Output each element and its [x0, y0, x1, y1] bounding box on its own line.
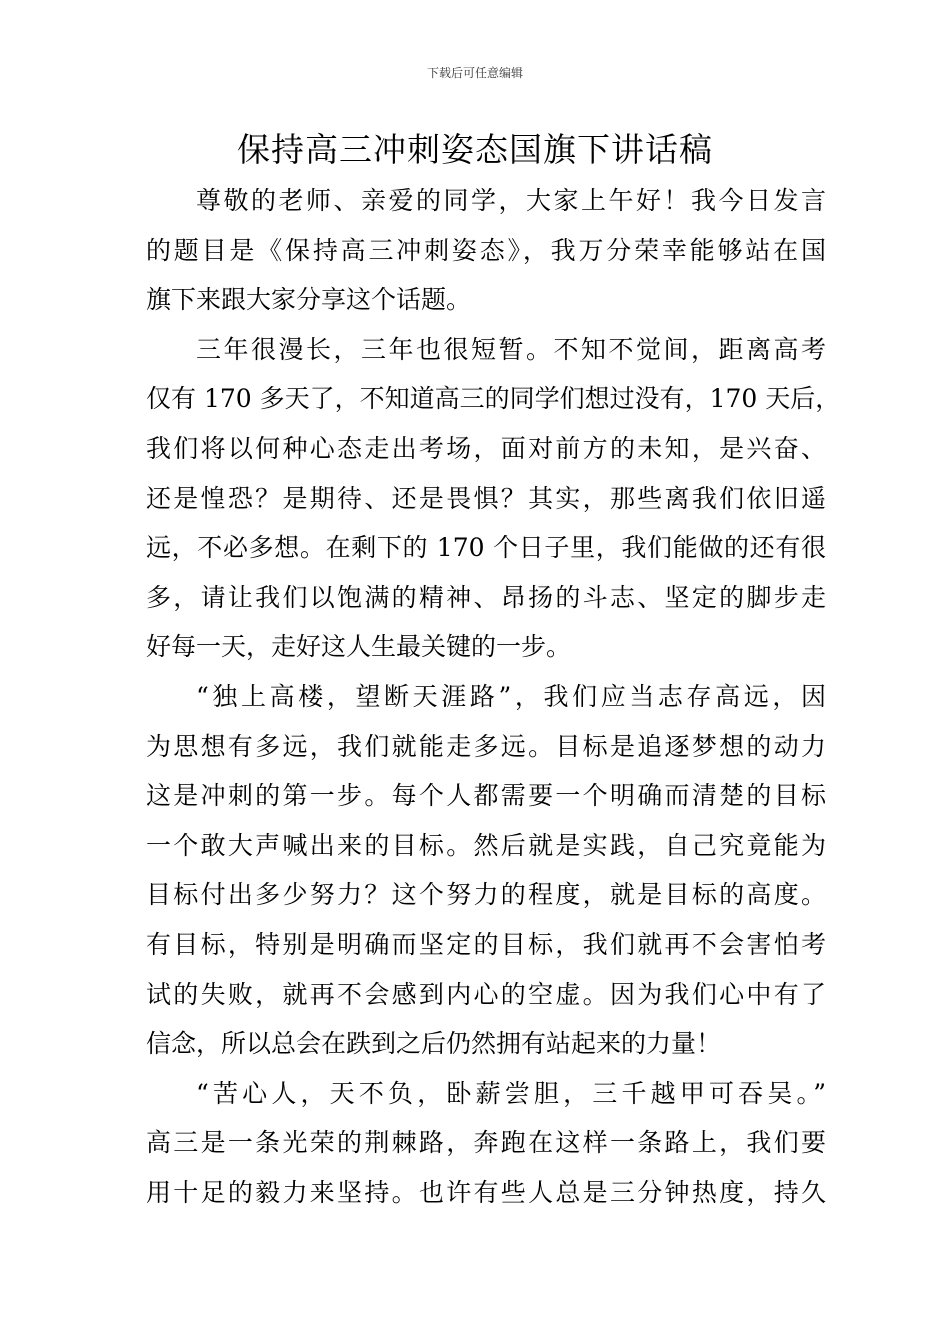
text-line: 高三是一条光荣的荆棘路，奔跑在这样一条路上，我们要	[146, 1128, 826, 1158]
text-line: 这是冲刺的第一步。每个人都需要一个明确而清楚的目标	[146, 781, 826, 811]
text-line: 尊敬的老师、亲爱的同学，大家上午好！我今日发言	[196, 186, 826, 215]
text-line: 的题目是《保持高三冲刺姿态》，我万分荣幸能够站在国	[146, 235, 826, 265]
text-line: 三年很漫长，三年也很短暂。不知不觉间，距离高考	[196, 334, 826, 364]
text-line: 有目标，特别是明确而坚定的目标，我们就再不会害怕考	[146, 929, 826, 959]
text-line: 旗下来跟大家分享这个话题。	[146, 285, 472, 315]
text-line: 为思想有多远，我们就能走多远。目标是追逐梦想的动力	[146, 731, 826, 761]
text-line: 一个敢大声喊出来的目标。然后就是实践，自己究竟能为	[146, 830, 826, 860]
text-line: 多，请让我们以饱满的精神、昂扬的斗志、坚定的脚步走	[146, 582, 826, 612]
text-line: 还是惶恐？是期待、还是畏惧？其实，那些离我们依旧遥	[146, 483, 826, 513]
text-line: 试的失败，就再不会感到内心的空虚。因为我们心中有了	[146, 979, 826, 1009]
text-line: 用十足的毅力来坚持。也许有些人总是三分钟热度，持久	[146, 1177, 826, 1207]
text-line: 信念，所以总会在跌到之后仍然拥有站起来的力量！	[146, 1029, 722, 1059]
text-line: 目标付出多少努力？这个努力的程度，就是目标的高度。	[146, 880, 826, 910]
text-line: 我们将以何种心态走出考场，面对前方的未知，是兴奋、	[146, 433, 826, 463]
text-line: “苦心人，天不负，卧薪尝胆，三千越甲可吞吴。”	[196, 1078, 826, 1108]
header-note: 下载后可任意编辑	[426, 66, 523, 80]
text-line: 好每一天，走好这人生最关键的一步。	[146, 632, 572, 662]
text-line: “独上高楼，望断天涯路”，我们应当志存高远，因	[196, 681, 826, 711]
body-text	[146, 176, 841, 1217]
text-line: 仅有 170 多天了，不知道高三的同学们想过没有，170 天后，	[146, 384, 841, 414]
text-line: 远，不必多想。在剩下的 170 个日子里，我们能做的还有很	[146, 533, 826, 563]
document-title: 保持高三冲刺姿态国旗下讲话稿	[237, 130, 713, 169]
